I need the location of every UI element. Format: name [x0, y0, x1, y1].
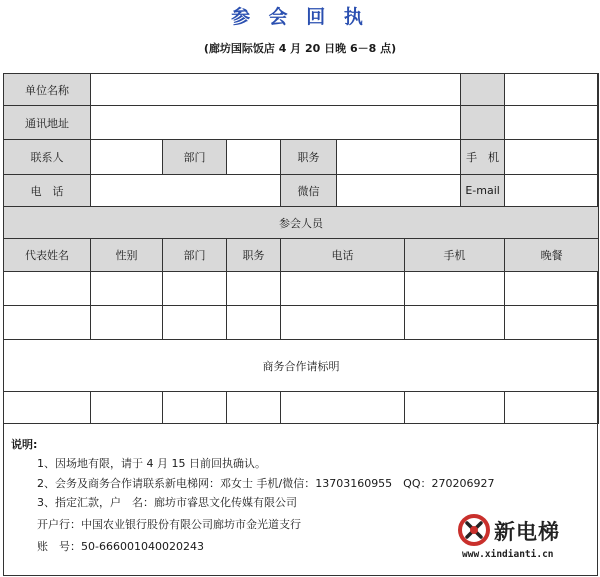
wechat-field[interactable] [337, 175, 461, 207]
table-row [4, 272, 599, 306]
mobile-field[interactable] [505, 140, 599, 175]
attendee-position-cell[interactable] [227, 272, 281, 306]
department-label: 部门 [163, 140, 227, 175]
account-info: 账 号：50-666001040020243 [37, 540, 204, 553]
col-phone-header: 电话 [281, 239, 405, 272]
wechat-label: 微信 [281, 175, 337, 207]
business-gender-cell[interactable] [91, 392, 163, 424]
position-label: 职务 [281, 140, 337, 175]
attendee-department-cell[interactable] [163, 306, 227, 340]
attendee-mobile-cell[interactable] [405, 306, 505, 340]
notes-heading: 说明: [11, 438, 38, 451]
unit-name-extra-gray [461, 74, 505, 106]
attendee-name-cell[interactable] [4, 272, 91, 306]
col-gender-header: 性别 [91, 239, 163, 272]
table-row [4, 392, 599, 424]
col-department-header: 部门 [163, 239, 227, 272]
business-department-cell[interactable] [163, 392, 227, 424]
attendee-header-row [4, 239, 599, 272]
email-field[interactable] [505, 175, 599, 207]
email-label: E-mail [461, 175, 505, 207]
page-title: 参 会 回 执 [231, 6, 369, 28]
table-row [4, 306, 599, 340]
business-position-cell[interactable] [227, 392, 281, 424]
registration-form [3, 73, 599, 424]
elevator-logo-icon [458, 514, 490, 546]
brand-name: 新电梯 [494, 520, 560, 544]
attendee-name-cell[interactable] [4, 306, 91, 340]
department-field[interactable] [227, 140, 281, 175]
position-field[interactable] [337, 140, 461, 175]
attendee-position-cell[interactable] [227, 306, 281, 340]
business-dinner-cell[interactable] [505, 392, 599, 424]
bank-info: 开户行：中国农业银行股份有限公司廊坊市金光道支行 [37, 518, 301, 531]
col-mobile-header: 手机 [405, 239, 505, 272]
contact-row [4, 140, 599, 175]
attendee-mobile-cell[interactable] [405, 272, 505, 306]
attendee-department-cell[interactable] [163, 272, 227, 306]
business-cooperation-row [4, 340, 599, 392]
col-position-header: 职务 [227, 239, 281, 272]
attendee-gender-cell[interactable] [91, 306, 163, 340]
col-dinner-header: 晚餐 [505, 239, 599, 272]
attendee-gender-cell[interactable] [91, 272, 163, 306]
business-cooperation-label: 商务合作请标明 [4, 340, 599, 392]
attendee-dinner-cell[interactable] [505, 306, 599, 340]
unit-name-extra-field[interactable] [505, 74, 599, 106]
address-extra-field[interactable] [505, 106, 599, 140]
business-name-cell[interactable] [4, 392, 91, 424]
note-item: 3、指定汇款，户 名：廊坊市睿思文化传媒有限公司 [37, 496, 297, 509]
address-row [4, 106, 599, 140]
business-mobile-cell[interactable] [405, 392, 505, 424]
attendees-section-row [4, 207, 599, 239]
address-label: 通讯地址 [4, 106, 91, 140]
unit-name-label: 单位名称 [4, 74, 91, 106]
event-subtitle: (廊坊国际饭店 4 月 20 日晚 6－8 点) [203, 42, 397, 55]
unit-name-field[interactable] [91, 74, 461, 106]
business-phone-cell[interactable] [281, 392, 405, 424]
unit-name-row [4, 74, 599, 106]
attendee-dinner-cell[interactable] [505, 272, 599, 306]
phone-row [4, 175, 599, 207]
address-field[interactable] [91, 106, 461, 140]
address-extra-gray [461, 106, 505, 140]
col-name-header: 代表姓名 [4, 239, 91, 272]
mobile-label: 手 机 [461, 140, 505, 175]
attendee-phone-cell[interactable] [281, 306, 405, 340]
attendees-section-header: 参会人员 [4, 207, 599, 239]
contact-label: 联系人 [4, 140, 91, 175]
brand-logo [458, 512, 600, 572]
contact-field[interactable] [91, 140, 163, 175]
brand-url: www.xindianti.cn [462, 549, 554, 560]
attendee-phone-cell[interactable] [281, 272, 405, 306]
note-item: 2、会务及商务合作请联系新电梯网：邓女士 手机/微信：13703160955 QQ：270206927 [37, 477, 495, 490]
phone-label: 电 话 [4, 175, 91, 207]
phone-field[interactable] [91, 175, 281, 207]
note-item: 1、因场地有限，请于 4 月 15 日前回执确认。 [37, 457, 266, 470]
